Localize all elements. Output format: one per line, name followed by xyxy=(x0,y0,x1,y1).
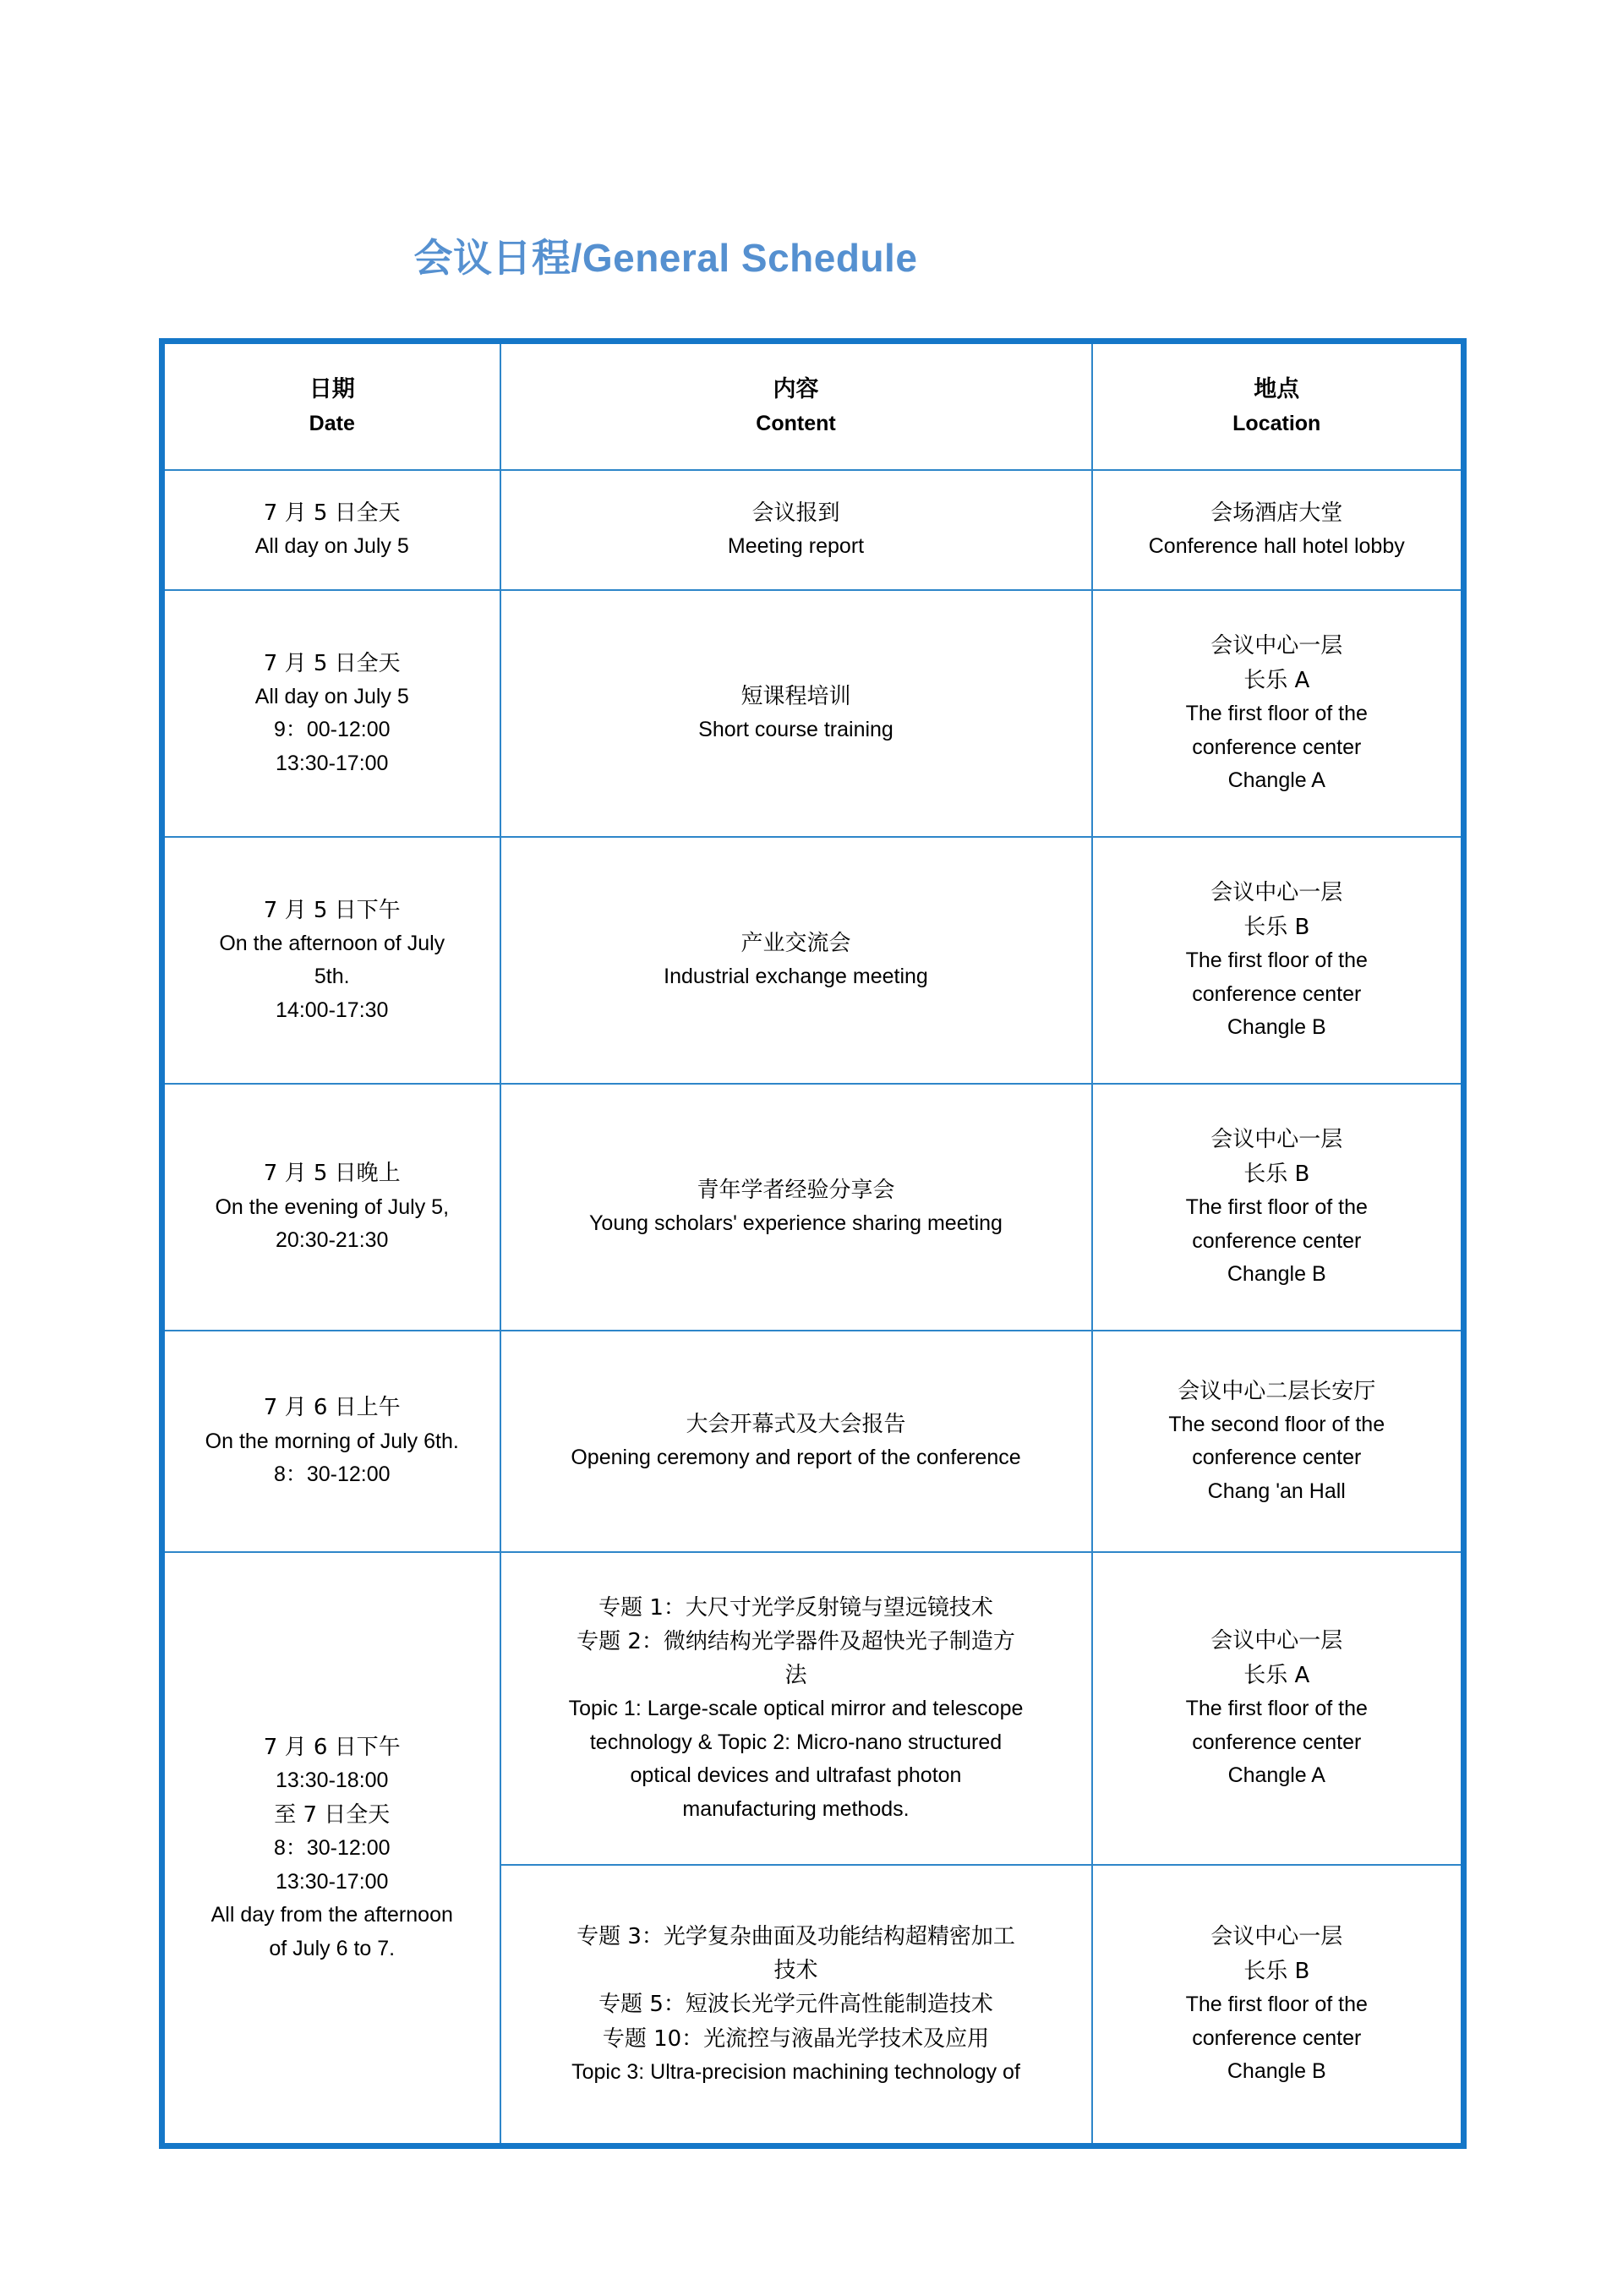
text-line-zh: 会议中心一层 xyxy=(1210,1628,1343,1654)
text-line-en: conference center xyxy=(1192,1446,1362,1470)
cell-date xyxy=(162,1331,500,1552)
text-line-zh: 会议中心一层 xyxy=(1210,1127,1343,1153)
column-header-date-zh: 日期 xyxy=(309,375,355,402)
text-line-en: The first floor of the xyxy=(1185,1697,1368,1721)
text-line-en: 9：00-12:00 xyxy=(273,718,391,742)
text-line-en: All day from the afternoon xyxy=(210,1903,453,1927)
text-line-zh: 专题 5：短波长光学元件高性能制造技术 xyxy=(598,1992,993,2018)
text-line-en: conference center xyxy=(1192,735,1362,759)
text-line-en: The first floor of the xyxy=(1185,1993,1368,2017)
text-line-en: 14:00-17:30 xyxy=(276,998,389,1022)
text-line-en: Changle A xyxy=(1227,768,1325,793)
text-line-en: 20:30-21:30 xyxy=(276,1228,389,1253)
text-line-zh: 7 月 6 日上午 xyxy=(263,1395,401,1421)
column-header-location-en: Location xyxy=(1232,412,1321,436)
text-line-en: On the afternoon of July xyxy=(219,931,445,955)
table-row xyxy=(162,837,1464,1084)
text-line-en: technology & Topic 2: Micro-nano structured xyxy=(589,1730,1003,1754)
text-line-zh: 会议报到 xyxy=(751,500,840,527)
text-line-zh: 会议中心一层 xyxy=(1210,633,1343,659)
cell-date xyxy=(162,837,500,1084)
text-line-en: The second floor of the xyxy=(1168,1412,1385,1436)
general-schedule-table xyxy=(159,338,1467,2149)
column-header-date-en: Date xyxy=(309,412,355,436)
table-row xyxy=(162,470,1464,590)
text-line-zh: 长乐 B xyxy=(1243,914,1310,940)
page-title-zh: 会议日程 xyxy=(413,235,571,281)
text-line-en: On the evening of July 5, xyxy=(215,1194,450,1219)
text-line-zh: 长乐 B xyxy=(1243,1958,1310,1984)
table-row xyxy=(162,1552,1464,1865)
text-line-zh: 7 月 5 日晚上 xyxy=(263,1161,401,1187)
text-line-zh: 会场酒店大堂 xyxy=(1210,500,1343,527)
text-line-zh: 会议中心一层 xyxy=(1210,880,1343,906)
column-header-content-zh: 内容 xyxy=(773,375,819,402)
text-line-en: All day on July 5 xyxy=(254,684,409,708)
text-line-en: 13:30-17:00 xyxy=(276,751,389,775)
text-line-zh: 产业交流会 xyxy=(740,931,851,957)
text-line-en: The first floor of the xyxy=(1185,1195,1368,1220)
table-row xyxy=(162,1084,1464,1331)
text-line-zh: 长乐 A xyxy=(1243,667,1310,693)
cell-content xyxy=(500,470,1092,590)
text-line-zh: 青年学者经验分享会 xyxy=(697,1178,895,1204)
text-line-zh: 7 月 6 日下午 xyxy=(263,1734,401,1760)
text-line-en: Changle B xyxy=(1227,1015,1326,1040)
text-line-en: On the morning of July 6th. xyxy=(205,1429,459,1453)
cell-date-merged xyxy=(162,1552,500,2146)
column-header-location-zh: 地点 xyxy=(1254,375,1300,402)
text-line-en: 8：30-12:00 xyxy=(273,1462,391,1487)
cell-location xyxy=(1092,590,1464,837)
table-header xyxy=(162,342,1464,471)
text-line-zh: 技术 xyxy=(773,1957,818,1983)
text-line-zh: 7 月 5 日全天 xyxy=(263,650,401,676)
text-line-en: Short course training xyxy=(698,718,893,742)
cell-location xyxy=(1092,1552,1464,1865)
text-line-en: 5th. xyxy=(314,965,350,989)
cell-location xyxy=(1092,1331,1464,1552)
text-line-en: conference center xyxy=(1192,981,1362,1006)
cell-content xyxy=(500,1552,1092,1865)
column-header-content-en: Content xyxy=(756,412,836,436)
text-line-en: 13:30-18:00 xyxy=(276,1768,389,1793)
text-line-en: Chang 'an Hall xyxy=(1207,1479,1346,1503)
cell-location xyxy=(1092,1865,1464,2146)
column-header-date xyxy=(162,342,500,471)
text-line-en: manufacturing methods. xyxy=(682,1796,910,1821)
text-line-en: Conference hall hotel lobby xyxy=(1148,534,1405,559)
table-row xyxy=(162,590,1464,837)
cell-date xyxy=(162,590,500,837)
text-line-zh: 会议中心一层 xyxy=(1210,1924,1343,1950)
cell-content xyxy=(500,590,1092,837)
text-line-zh: 大会开幕式及大会报告 xyxy=(686,1412,906,1438)
text-line-en: Industrial exchange meeting xyxy=(664,965,928,989)
text-line-en: All day on July 5 xyxy=(254,534,409,559)
column-header-content xyxy=(500,342,1092,471)
cell-location xyxy=(1092,837,1464,1084)
text-line-en: Topic 1: Large-scale optical mirror and telescope xyxy=(568,1697,1024,1721)
table-header-row xyxy=(162,342,1464,471)
text-line-en: 13:30-17:00 xyxy=(276,1869,389,1894)
text-line-zh: 专题 3：光学复杂曲面及功能结构超精密加工 xyxy=(577,1923,1015,1949)
text-line-en: Young scholars' experience sharing meeting xyxy=(589,1211,1003,1236)
text-line-en: Changle B xyxy=(1227,1262,1326,1287)
text-line-en: of July 6 to 7. xyxy=(269,1936,396,1960)
text-line-en: 8：30-12:00 xyxy=(273,1836,391,1861)
page-title xyxy=(0,237,1331,280)
table-row xyxy=(162,1331,1464,1552)
page-title-separator: / xyxy=(571,236,582,280)
text-line-en: Changle A xyxy=(1227,1763,1325,1788)
text-line-en: optical devices and ultrafast photon xyxy=(630,1763,962,1788)
text-line-zh: 7 月 5 日下午 xyxy=(263,897,401,923)
text-line-zh: 法 xyxy=(784,1663,807,1689)
table-body xyxy=(162,470,1464,2146)
text-line-en: The first floor of the xyxy=(1185,948,1368,973)
column-header-location xyxy=(1092,342,1464,471)
text-line-en: Changle B xyxy=(1227,2059,1326,2084)
cell-content xyxy=(500,1865,1092,2146)
text-line-zh: 专题 2：微纳结构光学器件及超快光子制造方 xyxy=(577,1628,1015,1654)
text-line-zh: 长乐 B xyxy=(1243,1161,1310,1187)
page-title-en: General Schedule xyxy=(582,236,918,280)
text-line-en: Topic 3: Ultra-precision machining technology of xyxy=(571,2059,1020,2084)
text-line-zh: 会议中心二层长安厅 xyxy=(1178,1378,1376,1404)
text-line-en: conference center xyxy=(1192,2025,1362,2050)
text-line-en: The first floor of the xyxy=(1185,702,1368,726)
cell-location xyxy=(1092,470,1464,590)
cell-location xyxy=(1092,1084,1464,1331)
text-line-en: Meeting report xyxy=(727,534,865,559)
text-line-en: conference center xyxy=(1192,1228,1362,1253)
cell-date xyxy=(162,1084,500,1331)
text-line-zh: 专题 1：大尺寸光学反射镜与望远镜技术 xyxy=(598,1594,993,1621)
text-line-zh: 7 月 5 日全天 xyxy=(263,500,401,527)
cell-content xyxy=(500,1084,1092,1331)
text-line-zh: 专题 10：光流控与液晶光学技术及应用 xyxy=(602,2025,990,2052)
cell-date xyxy=(162,470,500,590)
cell-content xyxy=(500,1331,1092,1552)
text-line-zh: 至 7 日全天 xyxy=(274,1801,391,1828)
text-line-en: conference center xyxy=(1192,1730,1362,1754)
text-line-zh: 长乐 A xyxy=(1243,1662,1310,1688)
text-line-zh: 短课程培训 xyxy=(740,684,851,710)
cell-content xyxy=(500,837,1092,1084)
text-line-en: Opening ceremony and report of the conference xyxy=(571,1446,1021,1470)
